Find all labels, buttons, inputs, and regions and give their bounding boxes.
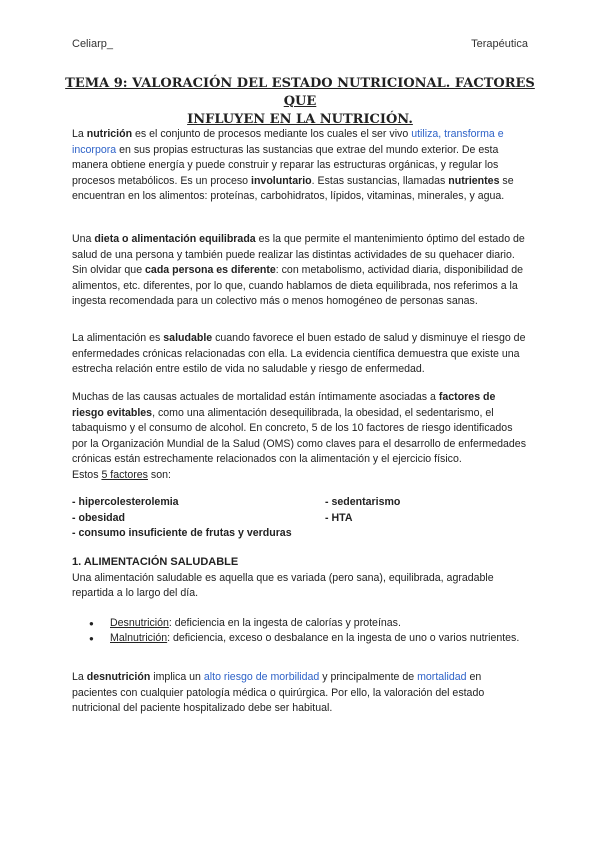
factors-link: 5 factores (101, 468, 148, 481)
title-line-1: TEMA 9: VALORACIÓN DEL ESTADO NUTRICIONAL. FACTORES QUE (65, 76, 535, 109)
term-cada-persona: cada persona es diferente (145, 264, 276, 276)
paragraph-saludable: La alimentación es saludable cuando favorece el buen estado de salud y disminuye el riesgo de enfermedades crónicas relacionadas con ella. La evidencia científica demuestra que existe una estrecha relación entre estilo de vida no saludable y riesgo de enfermedad. (72, 332, 526, 375)
paragraph-nutricion: La nutrición es el conjunto de procesos mediante los cuales el ser vivo utiliza, transforma e incorpora en sus propias estructuras las sustancias que extrae del mundo exterior. De esta manera obtiene energía y puede construir y reparar las estructuras orgánicas, y regular los procesos metabólicos. Es un proceso involuntario. Estas sustancias, llamadas nutrientes se encuentran en los alimentos: proteínas, carbohidratos, lípidos, vitaminas, minerales, y agua. (72, 128, 514, 202)
factor-item: - obesidad (72, 511, 125, 524)
highlight-morbilidad: alto riesgo de morbilidad (203, 671, 320, 683)
paragraph-desnutricion: La desnutrición implica un alto riesgo de morbilidad y principalmente de mortalidad en pacientes con cualquier patología médica o quirúrgica. Por ello, la valoración del estado nutricional del paciente hospitalizado debe ser habitual. (72, 671, 485, 714)
factors-list-right (325, 495, 400, 526)
paragraph-factores: Muchas de las causas actuales de mortalidad están íntimamente asociadas a factores de riesgo evitables, como una alimentación desequilibrada, la obesidad, el sedentarismo, el tabaquismo y el consumo de alcohol. En concreto, 5 de los 10 factores de riesgo identificados por la Organización Mundial de la Salud (OMS) como claves para el desarrollo de enfermedades crónicas están estrechamente relacionados con la alimentación y el ejercicio físico. Estos 5 factores son: (72, 390, 528, 483)
section-text: Una alimentación saludable es aquella que es variada (pero sana), equilibrada, agradable repartida a lo largo del día. (72, 571, 494, 599)
list-item: ● Malnutrición: deficiencia, exceso o desbalance en la ingesta de uno o varios nutrientes. (72, 631, 528, 647)
factor-item: - consumo insuficiente de frutas y verduras (72, 527, 292, 539)
paragraph-dieta: Una dieta o alimentación equilibrada es la que permite el mantenimiento óptimo del estado de salud de una persona y también puede realizar las distintas actividades de su quehacer diario. Sin olvidar que cada persona es diferente: con metabolismo, actividad diaria, disponibilidad de alimentos, etc. diferentes, por lo que, cuando hablamos de dieta equilibrada, nos referimos a la ingesta recomendada para un colectivo más o menos homogéneo de personas sanas. (72, 233, 525, 307)
highlight-utiliza: utiliza, transforma e incorpora (72, 128, 504, 156)
section-alimentacion-saludable (72, 555, 528, 647)
definition-list (72, 616, 528, 647)
page-title (60, 75, 540, 129)
factors-intro: Estos 5 factores son: (72, 468, 171, 481)
highlight-mortalidad: mortalidad (417, 671, 467, 683)
term-involuntario: involuntario (251, 174, 312, 187)
section-heading: 1. ALIMENTACIÓN SALUDABLE (72, 556, 239, 568)
factors-list-left (72, 495, 292, 542)
factor-item: - sedentarismo (325, 496, 401, 508)
header-left: Celiarp_ (72, 38, 113, 50)
term-dieta: dieta o alimentación equilibrada (94, 233, 256, 245)
list-item: ● Desnutrición: deficiencia en la ingesta de calorías y proteínas. (72, 616, 528, 632)
factor-item: - hipercolesterolemia (72, 496, 179, 508)
term-factores-riesgo: factores de riesgo evitables (72, 391, 496, 419)
header-right: Terapéutica (471, 38, 528, 50)
term-saludable: saludable (163, 332, 213, 344)
title-line-2: INFLUYEN EN LA NUTRICIÓN. (187, 112, 413, 127)
term-desnutricion: desnutrición (86, 671, 151, 683)
term-nutricion: nutrición (86, 128, 133, 140)
factor-item: - HTA (325, 511, 353, 524)
term-nutrientes: nutrientes (448, 174, 500, 187)
